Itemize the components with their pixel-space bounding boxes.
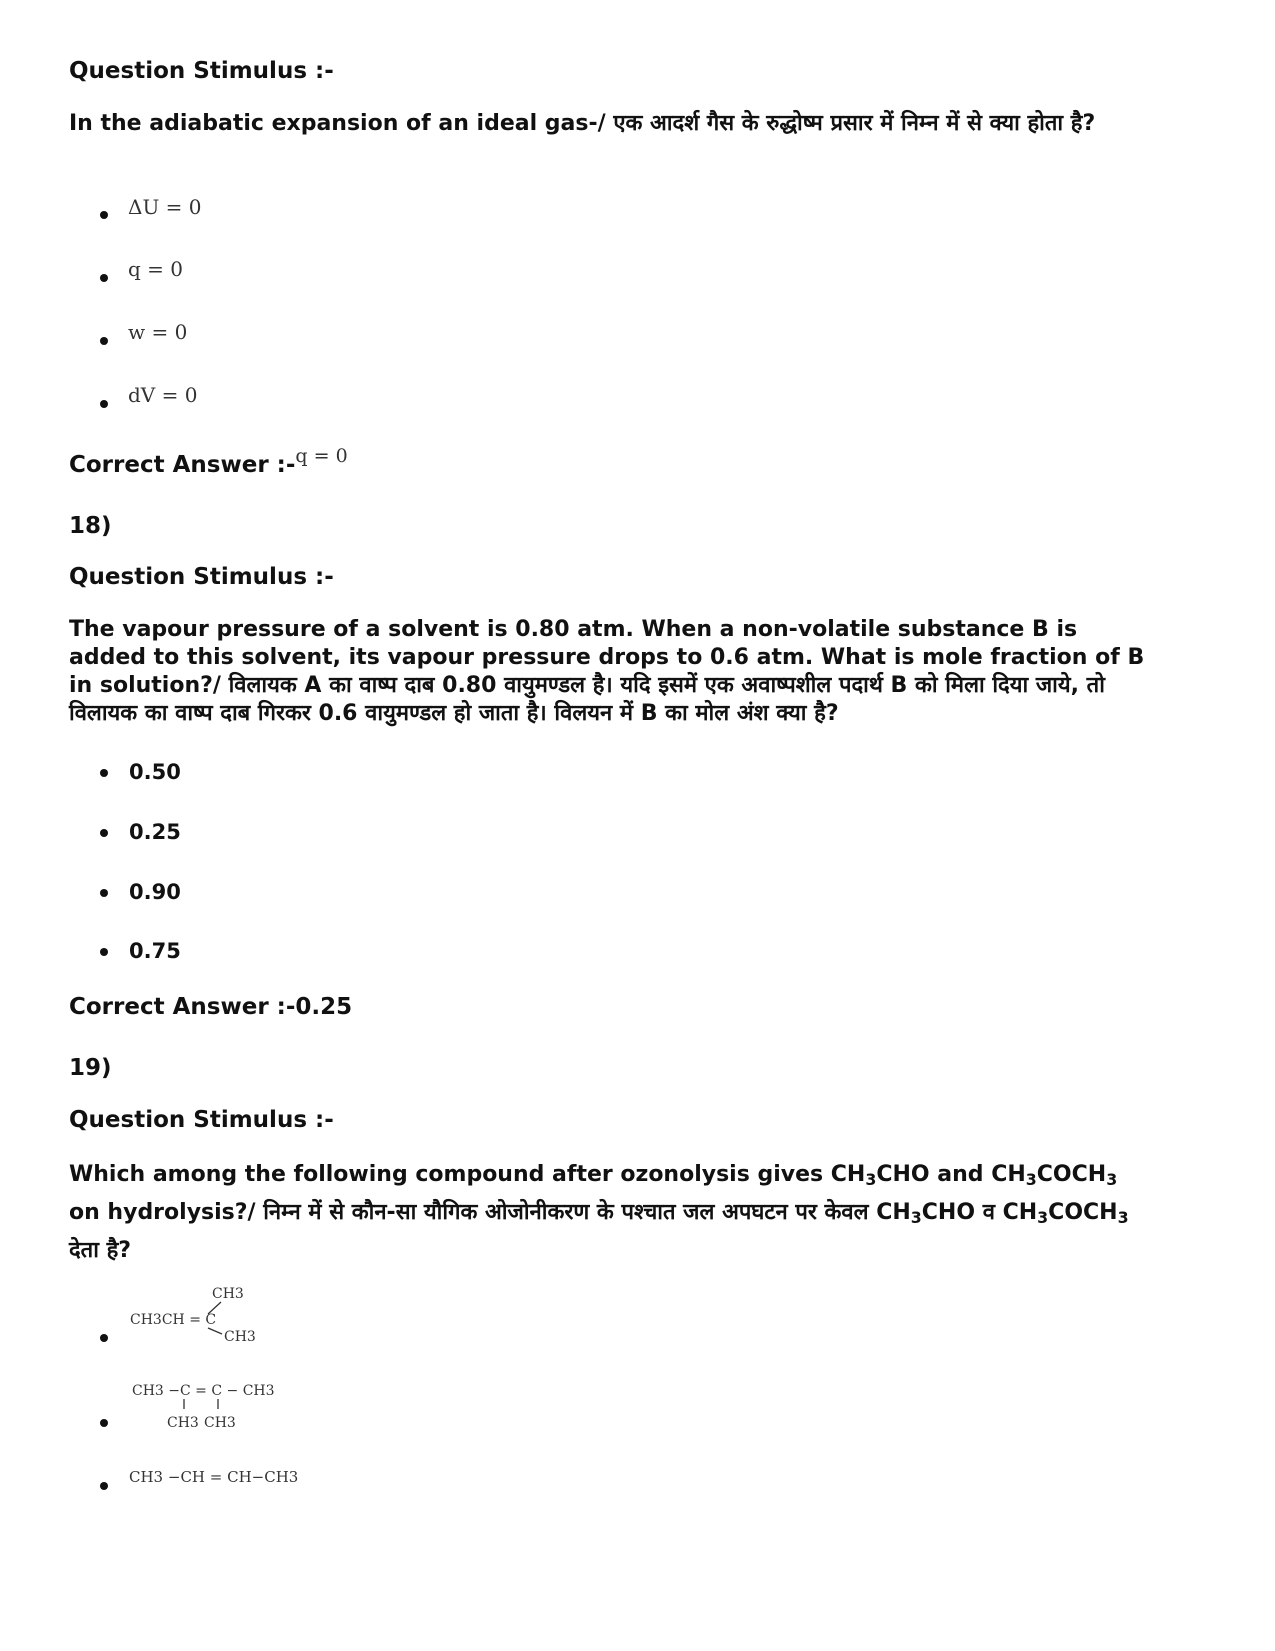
chem-group-sub2: CH3 xyxy=(204,1415,236,1431)
q19-option-2[interactable] xyxy=(130,1377,300,1433)
q19-number: 19) xyxy=(69,1055,112,1081)
chem-main: CH3CH = C xyxy=(130,1312,217,1328)
q19-text-sub: 3 xyxy=(910,1207,922,1227)
bullet-icon xyxy=(100,274,108,282)
q18-option-4[interactable]: 0.75 xyxy=(129,939,181,963)
chem-main: CH3 −C = C − CH3 xyxy=(132,1383,275,1399)
q17-stimulus-label: Question Stimulus :- xyxy=(69,58,334,84)
structure-tetramethylethylene xyxy=(130,1377,300,1433)
q17-correct-answer xyxy=(69,445,348,478)
bullet-icon xyxy=(100,337,108,345)
chem-group-top: CH3 xyxy=(212,1286,244,1302)
q17-option-4[interactable]: dV = 0 xyxy=(128,383,198,407)
bullet-icon xyxy=(100,889,108,897)
q19-text-part: COCH xyxy=(1048,1199,1118,1225)
bullet-icon xyxy=(100,211,108,219)
q19-text-sub: 3 xyxy=(1025,1169,1037,1189)
q17-option-2[interactable]: q = 0 xyxy=(128,257,183,281)
q19-text-part: CHO and CH xyxy=(876,1162,1026,1187)
q17-question-text: In the adiabatic expansion of an ideal gas-/ एक आदर्श गैस के रुद्धोष्म प्रसार में निम्न में से क्या होता है? xyxy=(69,111,1096,136)
q18-text-hi: विलायक A का वाष्प दाब 0.80 वायुमण्डल है। यदि इसमें एक अवाष्पशील पदार्थ B को मिला दिया जाये, तो विलायक का वाष्प दाब गिरकर 0.6 वायुमण्डल हो जाता है। विलयन में B का मोल अंश क्या है? xyxy=(69,673,1105,726)
bullet-icon xyxy=(100,769,108,777)
correct-answer-value: q = 0 xyxy=(295,445,348,467)
q19-text-sub: 3 xyxy=(1106,1169,1118,1189)
q19-text-sub: 3 xyxy=(1117,1207,1129,1227)
bullet-icon xyxy=(100,1334,108,1342)
bullet-icon xyxy=(100,829,108,837)
q17-option-1[interactable]: ΔU = 0 xyxy=(128,195,202,219)
q17-option-3[interactable]: w = 0 xyxy=(128,320,188,344)
q19-option-1[interactable] xyxy=(128,1283,278,1347)
q19-text-part: COCH xyxy=(1036,1162,1107,1187)
q18-stimulus-label: Question Stimulus :- xyxy=(69,564,334,590)
q19-option-3[interactable]: CH3 −CH = CH−CH3 xyxy=(129,1468,299,1486)
bullet-icon xyxy=(100,400,108,408)
q19-text-part: देता है? xyxy=(69,1237,132,1263)
q18-option-3[interactable]: 0.90 xyxy=(129,880,181,904)
q19-text-sub: 3 xyxy=(1037,1207,1049,1227)
structure-2-methyl-2-butene xyxy=(128,1283,278,1347)
correct-answer-label: Correct Answer :- xyxy=(69,452,296,478)
q18-correct-answer xyxy=(69,994,352,1020)
bullet-icon xyxy=(100,1482,108,1490)
q19-text-sub: 3 xyxy=(865,1169,877,1189)
q18-text-en: The vapour pressure of a solvent is 0.80 atm. When a non-volatile substance B is added to this solvent, its vapour pressure drops to 0.6 atm. What is mole fraction of B in solution?/ xyxy=(69,617,1145,698)
correct-answer-label: Correct Answer :- xyxy=(69,994,296,1020)
q19-question-text xyxy=(69,1158,1149,1267)
chem-group-bottom: CH3 xyxy=(224,1329,256,1345)
bullet-icon xyxy=(100,948,108,956)
correct-answer-value: 0.25 xyxy=(295,994,353,1020)
chem-group-sub1: CH3 xyxy=(167,1415,199,1431)
bullet-icon xyxy=(100,1419,108,1427)
q19-stimulus-label: Question Stimulus :- xyxy=(69,1107,334,1133)
q19-text-part: on hydrolysis?/ निम्न में से कौन-सा यौगिक ओजोनीकरण के पश्चात जल अपघटन पर केवल CH xyxy=(69,1199,911,1225)
q18-option-1[interactable]: 0.50 xyxy=(129,760,181,784)
q19-text-part: CHO व CH xyxy=(921,1199,1038,1225)
q18-option-2[interactable]: 0.25 xyxy=(129,820,181,844)
bond-line xyxy=(208,1328,222,1334)
q18-question-text xyxy=(69,616,1159,728)
q19-text-part: Which among the following compound after ozonolysis gives CH xyxy=(69,1162,866,1187)
q18-number: 18) xyxy=(69,513,112,539)
